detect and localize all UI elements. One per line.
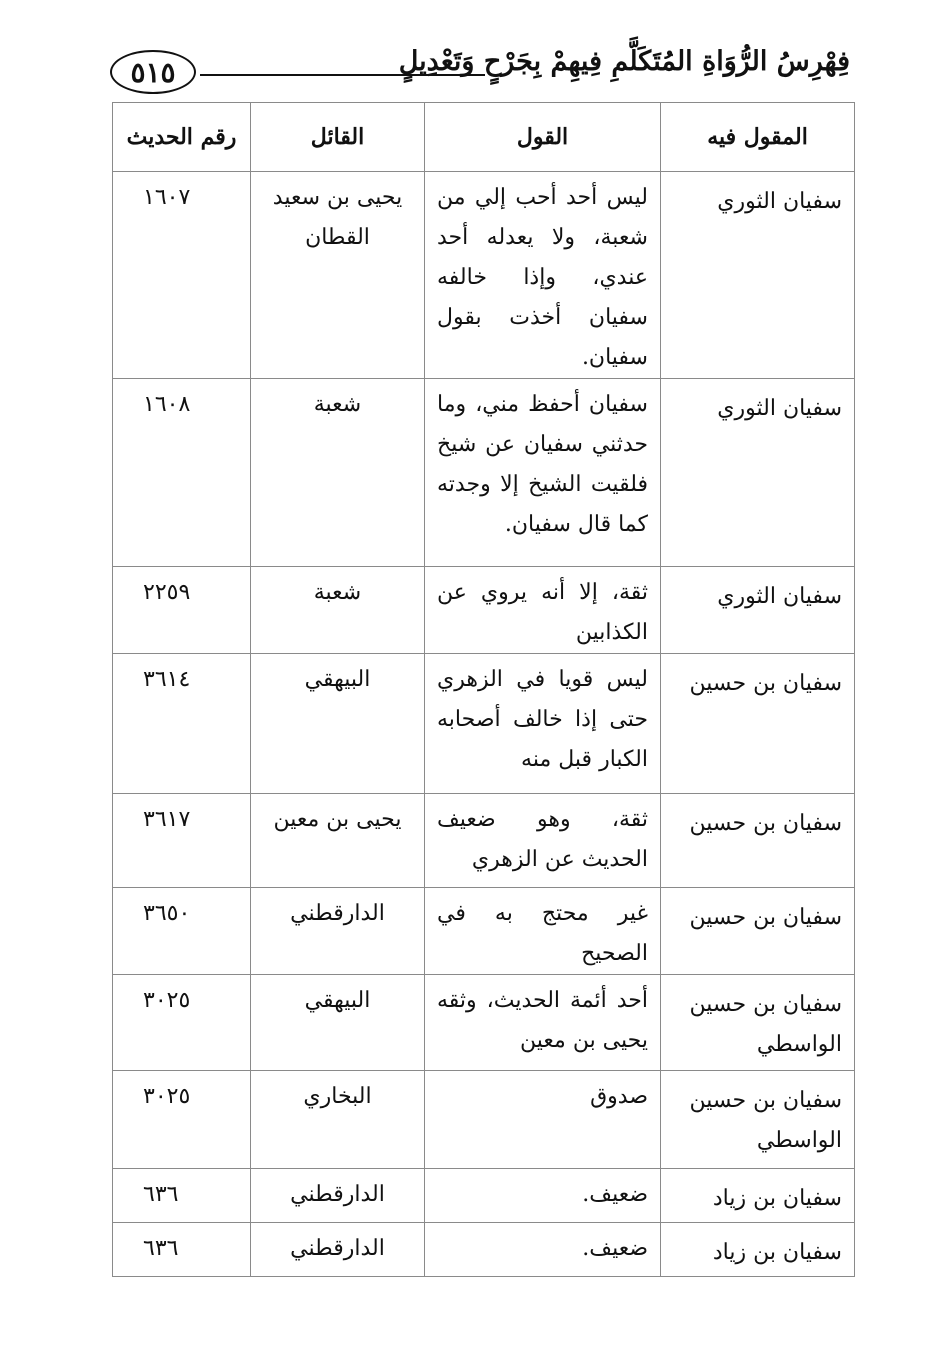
speaker-cell: يحيى بن معين (251, 794, 425, 888)
narrators-index-table (112, 102, 855, 1277)
hadith-number: ١٦٠٧ (143, 185, 191, 210)
hadith-number: ١٦٠٨ (143, 392, 191, 417)
subject-cell: سفيان بن حسين (661, 888, 855, 975)
hadith-number-cell (113, 567, 251, 654)
subject-cell: سفيان بن حسين الواسطي (661, 1071, 855, 1169)
column-header-statement: القول (425, 103, 661, 172)
subject-cell: سفيان الثوري (661, 172, 855, 379)
subject-cell: سفيان بن حسين (661, 654, 855, 794)
table-row (113, 1071, 855, 1169)
column-header-hadith-number: رقم الحديث (113, 103, 251, 172)
speaker-cell: الدارقطني (251, 1169, 425, 1223)
table-row (113, 888, 855, 975)
page-header (100, 40, 850, 100)
table-row (113, 172, 855, 379)
subject-cell: سفيان بن زياد (661, 1223, 855, 1277)
page-title: فِهْرِسُ الرُّوَاةِ المُتَكَلَّمِ فِيهِمْ بِجَرْحٍ وَتَعْدِيلٍ (398, 46, 850, 77)
speaker-cell: شعبة (251, 379, 425, 567)
subject-cell: سفيان بن زياد (661, 1169, 855, 1223)
hadith-number: ٣٦١٧ (143, 807, 191, 832)
hadith-number: ٣٠٢٥ (143, 988, 191, 1013)
subject-cell: سفيان بن حسين (661, 794, 855, 888)
hadith-number: ٦٣٦ (143, 1236, 179, 1261)
hadith-number-cell (113, 379, 251, 567)
table-row (113, 1223, 855, 1277)
speaker-cell: الدارقطني (251, 888, 425, 975)
hadith-number-cell (113, 794, 251, 888)
hadith-number: ٣٠٢٥ (143, 1084, 191, 1109)
statement-cell: صدوق (425, 1071, 661, 1169)
hadith-number-cell (113, 975, 251, 1071)
statement-cell: ضعيف. (425, 1223, 661, 1277)
hadith-number-cell (113, 172, 251, 379)
subject-cell: سفيان الثوري (661, 567, 855, 654)
hadith-number-cell (113, 654, 251, 794)
statement-cell: غير محتج به في الصحيح (425, 888, 661, 975)
statement-cell: ليس قويا في الزهري حتى إذا خالف أصحابه الكبار قبل منه (425, 654, 661, 794)
column-header-subject: المقول فيه (661, 103, 855, 172)
hadith-number: ٢٢٥٩ (143, 580, 191, 605)
statement-cell: سفيان أحفظ مني، وما حدثني سفيان عن شيخ فلقيت الشيخ إلا وجدته كما قال سفيان. (425, 379, 661, 567)
statement-cell: ليس أحد أحب إلي من شعبة، ولا يعدله أحد عندي، وإذا خالفه سفيان أخذت بقول سفيان. (425, 172, 661, 379)
speaker-cell: يحيى بن سعيد القطان (251, 172, 425, 379)
table-row (113, 1169, 855, 1223)
speaker-cell: البيهقي (251, 975, 425, 1071)
subject-cell: سفيان الثوري (661, 379, 855, 567)
speaker-cell: البيهقي (251, 654, 425, 794)
table-row (113, 379, 855, 567)
hadith-number-cell (113, 1071, 251, 1169)
hadith-number-cell (113, 888, 251, 975)
hadith-number: ٣٦١٤ (143, 667, 191, 692)
hadith-number-cell (113, 1223, 251, 1277)
table-row (113, 975, 855, 1071)
table-row (113, 567, 855, 654)
table-row (113, 654, 855, 794)
speaker-cell: شعبة (251, 567, 425, 654)
column-header-speaker: القائل (251, 103, 425, 172)
statement-cell: ضعيف. (425, 1169, 661, 1223)
hadith-number-cell (113, 1169, 251, 1223)
page-number: ٥١٥ (110, 50, 196, 94)
statement-cell: ثقة، وهو ضعيف الحديث عن الزهري (425, 794, 661, 888)
subject-cell: سفيان بن حسين الواسطي (661, 975, 855, 1071)
speaker-cell: الدارقطني (251, 1223, 425, 1277)
table-row (113, 794, 855, 888)
statement-cell: ثقة، إلا أنه يروي عن الكذابين (425, 567, 661, 654)
table-header-row (113, 103, 855, 172)
hadith-number: ٣٦٥٠ (143, 901, 191, 926)
speaker-cell: البخاري (251, 1071, 425, 1169)
hadith-number: ٦٣٦ (143, 1182, 179, 1207)
statement-cell: أحد أئمة الحديث، وثقه يحيى بن معين (425, 975, 661, 1071)
